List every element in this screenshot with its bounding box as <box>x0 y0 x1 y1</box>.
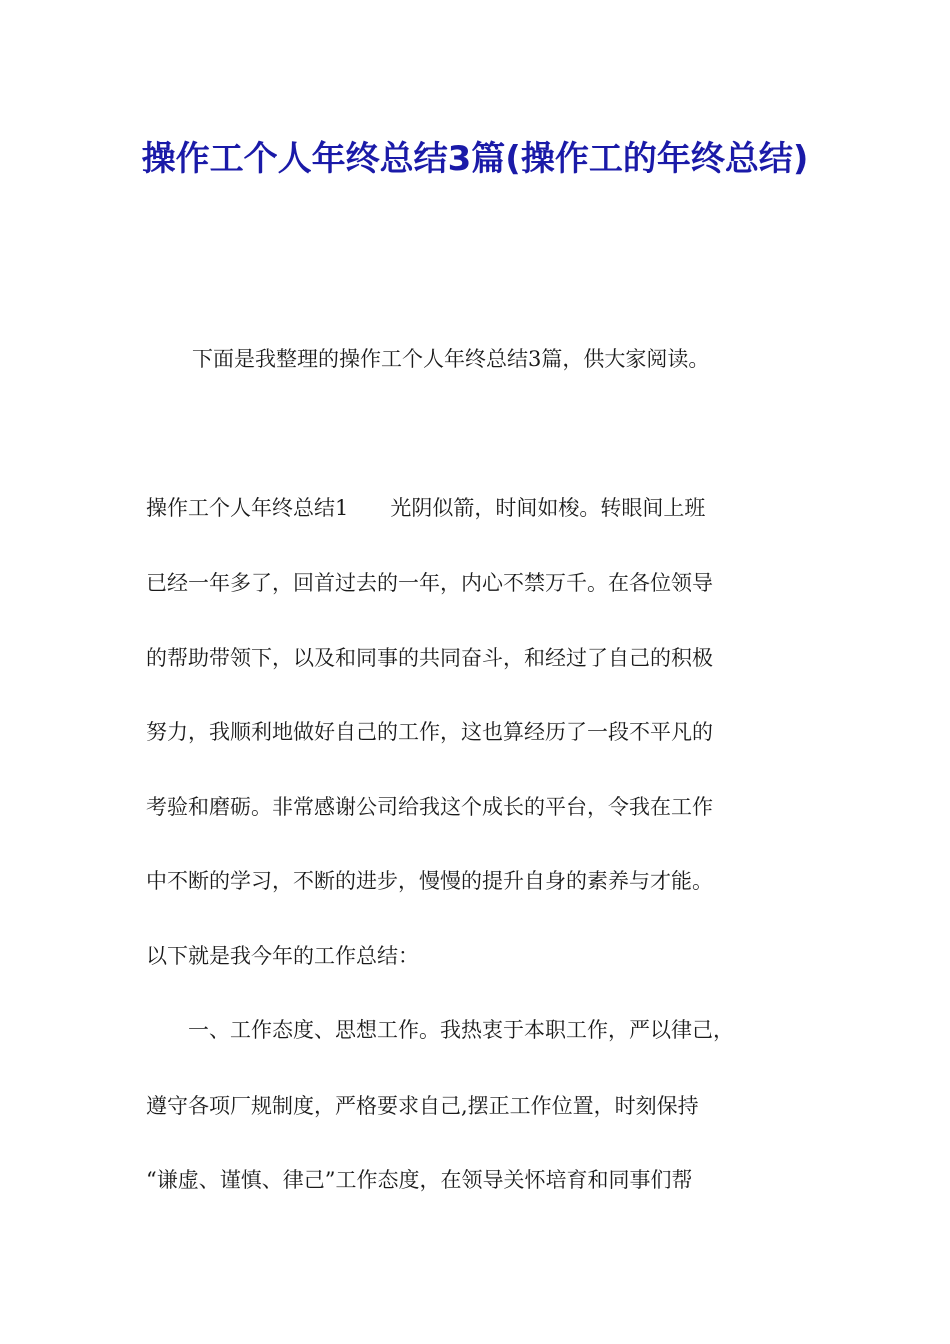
body-line: 遵守各项厂规制度，严格要求自己,摆正工作位置，时刻保持 <box>146 1094 699 1118</box>
body-line: “谦虚、谨慎、律己”工作态度，在领导关怀培育和同事们帮 <box>146 1168 693 1192</box>
body-line: 已经一年多了，回首过去的一年，内心不禁万千。在各位领导 <box>146 571 713 595</box>
body-line: 一、工作态度、思想工作。我热衷于本职工作，严以律己， <box>146 1018 734 1042</box>
body-line: 以下就是我今年的工作总结： <box>146 944 419 968</box>
body-line: 考验和磨砺。非常感谢公司给我这个成长的平台，令我在工作 <box>146 795 713 819</box>
body-line: 中不断的学习，不断的进步，慢慢的提升自身的素养与才能。 <box>146 869 713 893</box>
body-line: 的帮助带领下，以及和同事的共同奋斗，和经过了自己的积极 <box>146 646 713 670</box>
intro-paragraph: 下面是我整理的操作工个人年终总结3篇，供大家阅读。 <box>192 347 710 371</box>
body-line: 操作工个人年终总结1 光阴似箭，时间如梭。转眼间上班 <box>146 496 706 520</box>
body-line: 努力，我顺利地做好自己的工作，这也算经历了一段不平凡的 <box>146 720 713 744</box>
document-title: 操作工个人年终总结3篇(操作工的年终总结) <box>141 139 809 179</box>
